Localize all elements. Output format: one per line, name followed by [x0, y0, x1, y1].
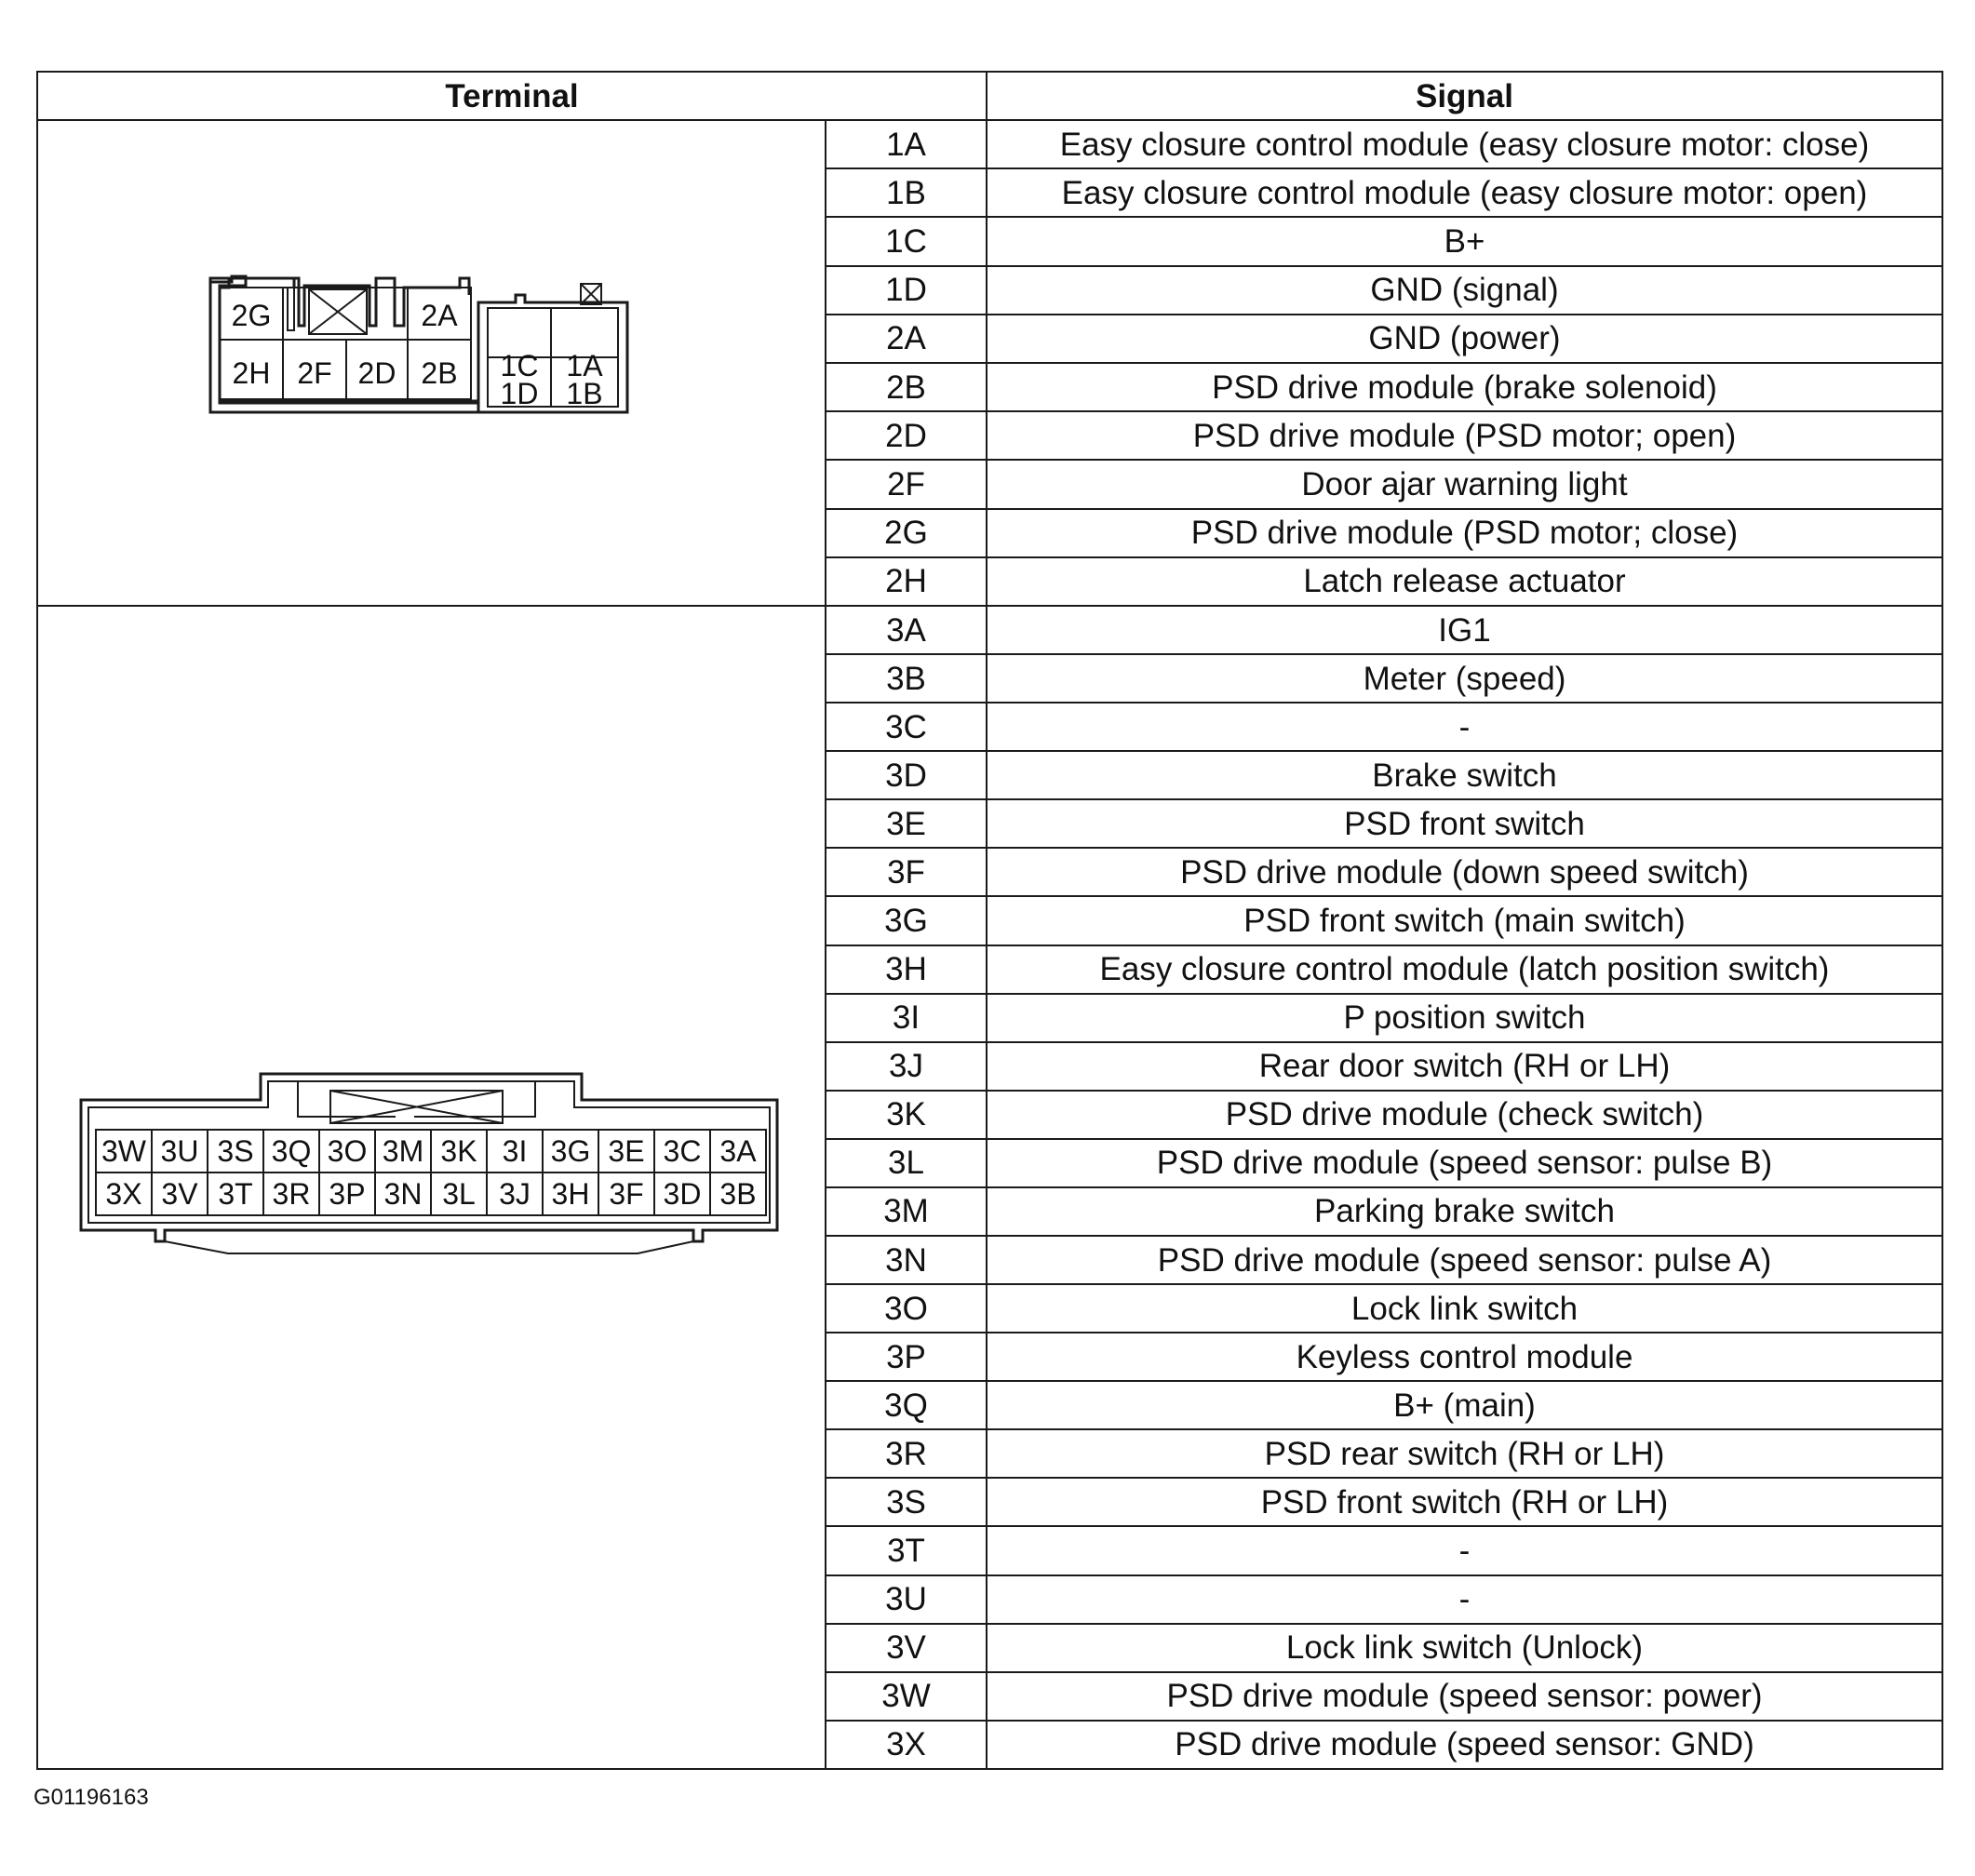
signal-cell: PSD drive module (PSD motor; open)	[987, 411, 1942, 460]
pin-label: 3J	[499, 1177, 531, 1211]
connector-1-cell	[37, 120, 826, 606]
signal-cell: Easy closure control module (easy closure motor: close)	[987, 120, 1942, 168]
signal-cell: Brake switch	[987, 751, 1942, 799]
signal-cell: Door ajar warning light	[987, 460, 1942, 508]
terminal-cell: 3D	[826, 751, 987, 799]
pin-label: 1C	[500, 349, 539, 382]
signal-cell: B+	[987, 217, 1942, 265]
terminal-cell: 3T	[826, 1526, 987, 1574]
signal-cell: PSD drive module (check switch)	[987, 1091, 1942, 1139]
connector-2-cell	[37, 606, 826, 1769]
signal-cell: Lock link switch	[987, 1284, 1942, 1333]
terminal-cell: 3V	[826, 1624, 987, 1672]
pin-label: 3M	[382, 1134, 424, 1168]
terminal-cell: 3O	[826, 1284, 987, 1333]
signal-cell: Parking brake switch	[987, 1187, 1942, 1236]
terminal-cell: 3X	[826, 1721, 987, 1769]
terminal-cell: 1A	[826, 120, 987, 168]
pin-label: 1B	[566, 377, 603, 410]
terminal-signal-table	[36, 71, 1943, 1770]
pin-label: 3O	[327, 1134, 368, 1168]
terminal-cell: 3E	[826, 799, 987, 848]
pin-label: 3Q	[271, 1134, 312, 1168]
signal-cell: GND (signal)	[987, 266, 1942, 315]
terminal-cell: 3U	[826, 1575, 987, 1624]
pin-label: 3X	[105, 1177, 142, 1211]
signal-cell: Latch release actuator	[987, 557, 1942, 606]
signal-cell: B+ (main)	[987, 1381, 1942, 1429]
pin-label: 3F	[609, 1177, 644, 1211]
signal-cell: PSD drive module (down speed switch)	[987, 848, 1942, 896]
signal-cell: PSD drive module (speed sensor: pulse A)	[987, 1236, 1942, 1284]
pin-label: 2G	[231, 299, 272, 332]
terminal-cell: 3W	[826, 1672, 987, 1721]
pin-label: 1A	[566, 349, 603, 382]
terminal-cell: 3B	[826, 654, 987, 703]
pin-label: 2D	[357, 356, 396, 390]
pin-label: 3W	[101, 1134, 146, 1168]
connector-2-diagram	[79, 1072, 796, 1286]
pin-label: 3U	[160, 1134, 199, 1168]
signal-cell: PSD drive module (speed sensor: pulse B)	[987, 1139, 1942, 1187]
pin-label: 3K	[440, 1134, 477, 1168]
terminal-cell: 3S	[826, 1478, 987, 1526]
signal-cell: PSD drive module (speed sensor: GND)	[987, 1721, 1942, 1769]
pin-label: 2H	[232, 356, 271, 390]
connector-1-diagram	[208, 275, 637, 414]
pin-label: 3E	[608, 1134, 645, 1168]
terminal-cell: 1D	[826, 266, 987, 315]
pin-label: 3G	[550, 1134, 591, 1168]
signal-cell: Rear door switch (RH or LH)	[987, 1042, 1942, 1091]
connector-diagram-wrap	[38, 607, 825, 1768]
pin-label: 3H	[551, 1177, 590, 1211]
pin-label: 3V	[161, 1177, 198, 1211]
terminal-cell: 2H	[826, 557, 987, 606]
signal-cell: Keyless control module	[987, 1333, 1942, 1381]
signal-cell: Easy closure control module (easy closure motor: open)	[987, 168, 1942, 217]
terminal-cell: 3P	[826, 1333, 987, 1381]
signal-column-header: Signal	[987, 72, 1942, 120]
signal-cell: PSD front switch	[987, 799, 1942, 848]
signal-cell: Easy closure control module (latch position switch)	[987, 945, 1942, 994]
terminal-cell: 1B	[826, 168, 987, 217]
signal-cell: -	[987, 1575, 1942, 1624]
terminal-cell: 3F	[826, 848, 987, 896]
terminal-cell: 2A	[826, 315, 987, 363]
signal-cell: -	[987, 1526, 1942, 1574]
terminal-cell: 3R	[826, 1429, 987, 1478]
signal-cell: PSD drive module (brake solenoid)	[987, 363, 1942, 411]
pin-label: 3S	[217, 1134, 254, 1168]
terminal-cell: 2D	[826, 411, 987, 460]
terminal-cell: 2B	[826, 363, 987, 411]
pin-label: 2A	[421, 299, 458, 332]
signal-cell: GND (power)	[987, 315, 1942, 363]
pin-label: 3A	[719, 1134, 757, 1168]
terminal-cell: 3Q	[826, 1381, 987, 1429]
header-row	[37, 72, 1942, 120]
pin-label: 3D	[663, 1177, 702, 1211]
terminal-cell: 2F	[826, 460, 987, 508]
signal-cell: Lock link switch (Unlock)	[987, 1624, 1942, 1672]
signal-cell: P position switch	[987, 994, 1942, 1042]
terminal-cell: 3C	[826, 703, 987, 751]
pin-label: 3B	[719, 1177, 757, 1211]
signal-cell: PSD front switch (RH or LH)	[987, 1478, 1942, 1526]
pin-label: 3T	[218, 1177, 253, 1211]
terminal-cell: 3L	[826, 1139, 987, 1187]
connector-diagram-wrap	[38, 121, 825, 605]
signal-cell: Meter (speed)	[987, 654, 1942, 703]
terminal-cell: 3K	[826, 1091, 987, 1139]
terminal-cell: 3J	[826, 1042, 987, 1091]
pin-label: 3P	[329, 1177, 366, 1211]
figure-id: G01196163	[34, 1785, 149, 1810]
signal-cell: PSD rear switch (RH or LH)	[987, 1429, 1942, 1478]
terminal-cell: 3M	[826, 1187, 987, 1236]
table-row	[37, 606, 1942, 654]
terminal-cell: 3I	[826, 994, 987, 1042]
table-body	[37, 120, 1942, 1769]
signal-cell: PSD drive module (PSD motor; close)	[987, 509, 1942, 557]
terminal-cell: 3N	[826, 1236, 987, 1284]
terminal-cell: 1C	[826, 217, 987, 265]
pin-label: 3C	[663, 1134, 702, 1168]
pin-label: 2B	[421, 356, 458, 390]
terminal-cell: 3G	[826, 896, 987, 945]
signal-cell: -	[987, 703, 1942, 751]
table-row	[37, 120, 1942, 168]
pin-label: 3N	[383, 1177, 423, 1211]
terminal-cell: 3A	[826, 606, 987, 654]
terminal-cell: 2G	[826, 509, 987, 557]
terminal-column-header: Terminal	[37, 72, 987, 120]
pin-label: 3L	[442, 1177, 476, 1211]
signal-cell: PSD drive module (speed sensor: power)	[987, 1672, 1942, 1721]
pin-label: 3R	[272, 1177, 311, 1211]
signal-cell: IG1	[987, 606, 1942, 654]
signal-cell: PSD front switch (main switch)	[987, 896, 1942, 945]
terminal-cell: 3H	[826, 945, 987, 994]
pin-label: 1D	[500, 377, 539, 410]
pin-label: 3I	[502, 1134, 528, 1168]
pin-label: 2F	[297, 356, 332, 390]
